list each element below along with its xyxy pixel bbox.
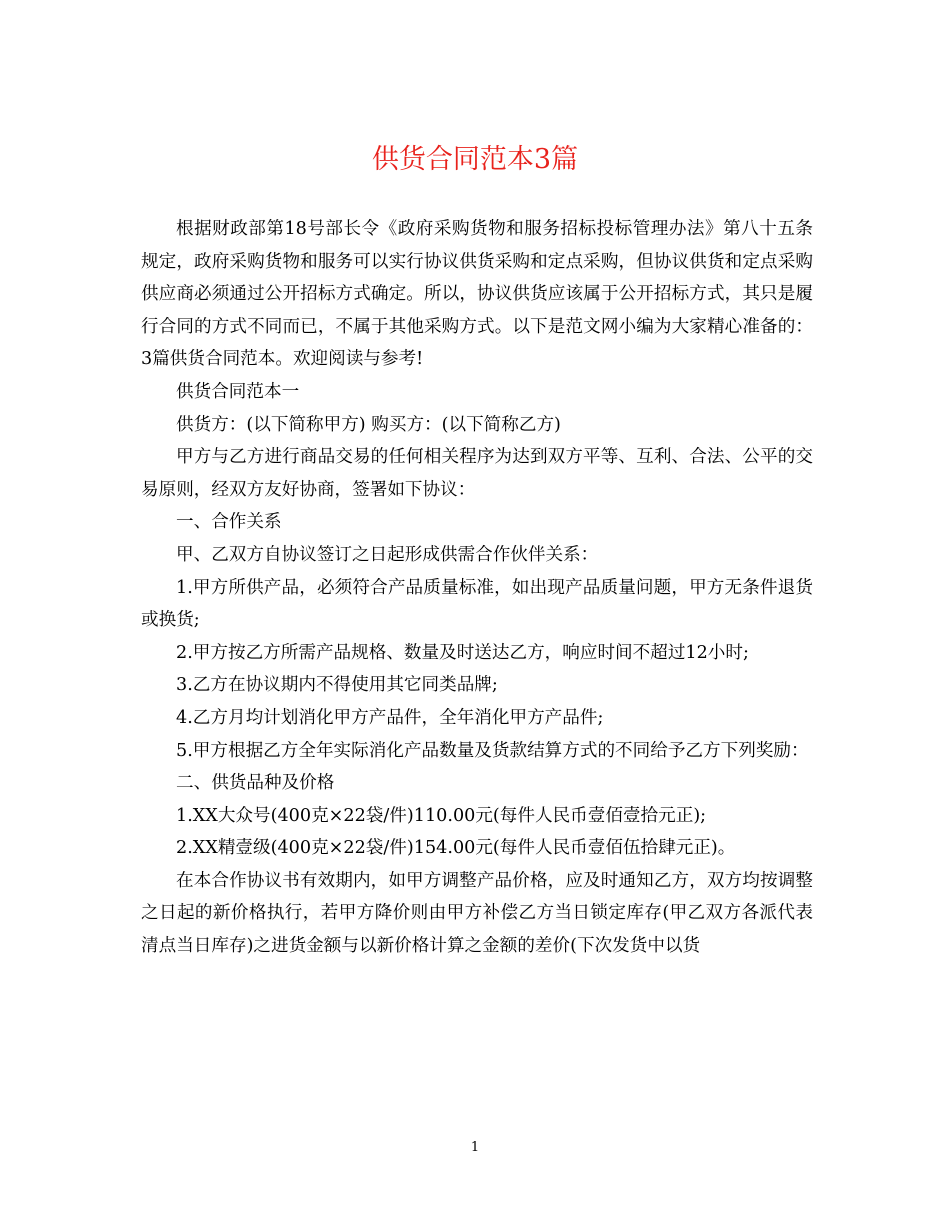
- clause-5-reward: 5.甲方根据乙方全年实际消化产品数量及货款结算方式的不同给予乙方下列奖励：: [176, 740, 809, 761]
- clause-3-brand: 3.乙方在协议期内不得使用其它同类品牌;: [176, 675, 498, 696]
- section-heading-products-prices: 二、供货品种及价格: [176, 773, 335, 794]
- price-item-2: 2.XX精壹级(400克×22袋/件)154.00元(每件人民币壹佰伍拾肆元正)。: [176, 838, 736, 859]
- paragraph-price-adjustment: 在本合作协议书有效期内，如甲方调整产品价格，应及时通知乙方，双方均按调整之日起的新价格执行，若甲方降价则由甲方补偿乙方当日锁定库存(甲乙双方各派代表清点当日库存)之进货金额与以新价格计算之金额的差价(下次发货中以货: [141, 870, 813, 957]
- paragraph-contract-one-heading: 供货合同范本一: [176, 381, 300, 402]
- paragraph-intro: 根据财政部第18号部长令《政府采购货物和服务招标投标管理办法》第八十五条规定，政府采购货物和服务可以实行协议供货采购和定点采购，但协议供货和定点采购供应商必须通过公开招标方式确定。所以，协议供货应该属于公开招标方式，其只是履行合同的方式不同而已，不属于其他采购方式。以下是范文网小编为大家精心准备的：3篇供货合同范本。欢迎阅读与参考!: [141, 219, 813, 370]
- clause-4-volume: 4.乙方月均计划消化甲方产品件，全年消化甲方产品件;: [176, 707, 604, 728]
- price-item-1: 1.XX大众号(400克×22袋/件)110.00元(每件人民币壹佰壹拾元正);: [176, 805, 707, 826]
- document-body: [141, 213, 813, 963]
- section-heading-cooperation: 一、合作关系: [176, 512, 282, 533]
- paragraph-parties: 供货方：(以下简称甲方) 购买方：(以下简称乙方): [176, 414, 561, 435]
- paragraph-partnership: 甲、乙双方自协议签订之日起形成供需合作伙伴关系：: [176, 544, 599, 565]
- clause-1-quality: 1.甲方所供产品，必须符合产品质量标准，如出现产品质量问题，甲方无条件退货或换货;: [141, 577, 813, 631]
- document-title: 供货合同范本3篇: [371, 144, 579, 175]
- paragraph-agreement-principle: 甲方与乙方进行商品交易的任何相关程序为达到双方平等、互利、合法、公平的交易原则，经双方友好协商，签署如下协议：: [141, 447, 813, 500]
- clause-2-delivery: 2.甲方按乙方所需产品规格、数量及时送达乙方，响应时间不超过12小时;: [176, 642, 749, 663]
- page-number: 1: [470, 1140, 480, 1155]
